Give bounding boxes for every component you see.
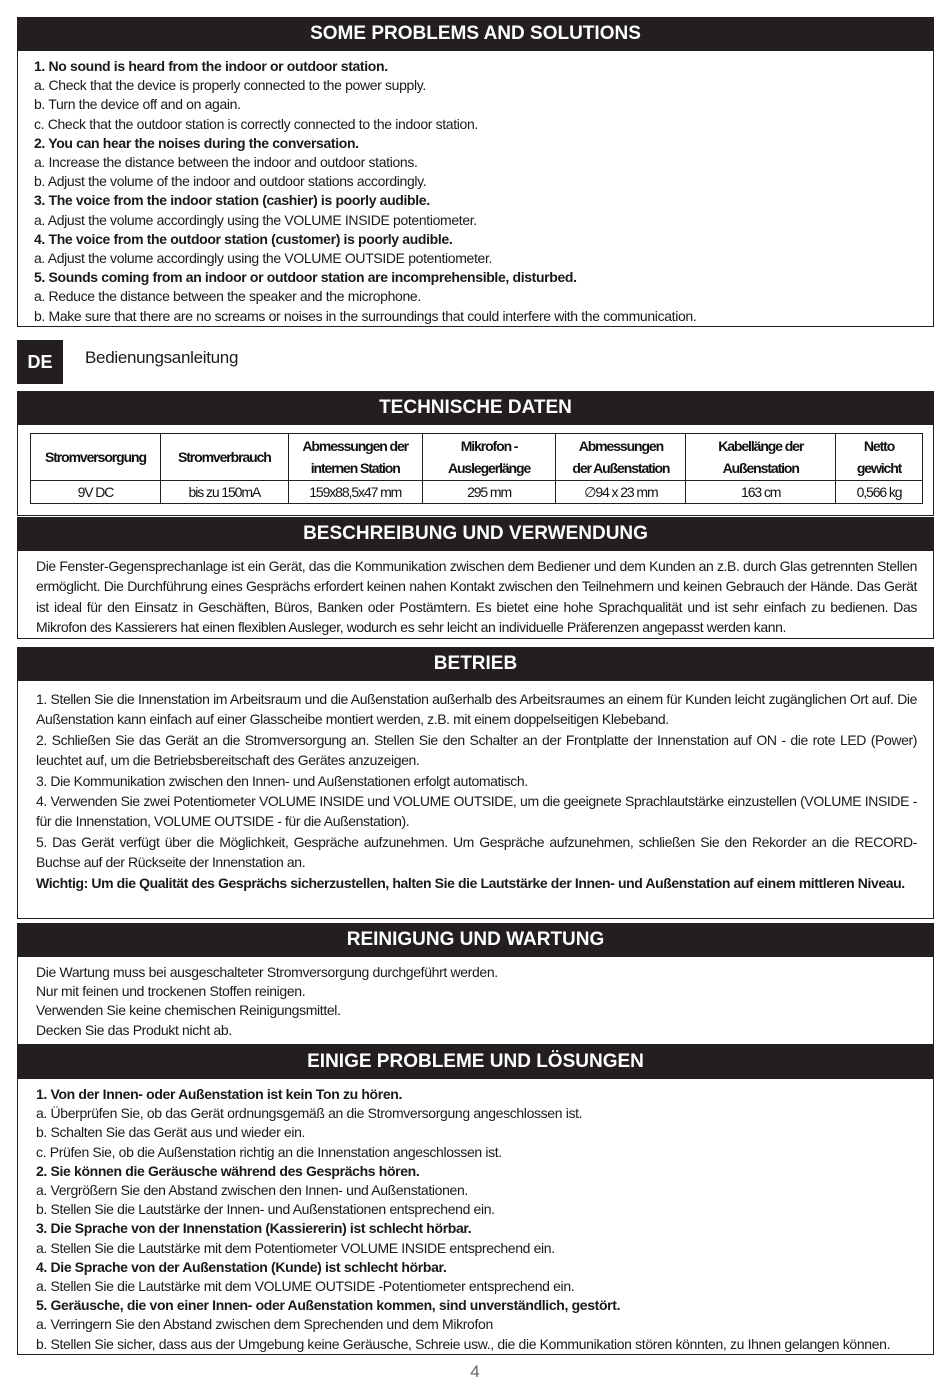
list-item: a. Überprüfen Sie, ob das Gerät ordnungsgemäß an die Stromversorgung angeschlossen ist. [36,1105,583,1122]
header-line: Stromversorgung [44,449,146,465]
list-item: c. Prüfen Sie, ob die Außenstation richtig an die Innenstation angeschlossen ist. [36,1143,502,1160]
section-header-operation [17,647,934,681]
cleaning-list [36,963,933,1040]
table-header-cell [288,434,422,481]
description-box [17,551,934,639]
header-line: Kabellänge der [718,438,804,454]
header-line: Auslegerlänge [447,460,531,476]
section-header-en-problems [17,17,934,51]
header-line: internen Station [310,460,400,476]
header-line: Mikrofon - [460,438,518,454]
de-problems-box [17,1079,934,1355]
operation-list [36,689,917,893]
list-item: 2. Sie können die Geräusche während des Gesprächs hören. [36,1162,420,1179]
header-line: der Außenstation [572,460,670,476]
section-header-tech [17,391,934,425]
list-item: b. Adjust the volume of the indoor and outdoor stations accordingly. [34,173,427,190]
list-item: a. Verringern Sie den Abstand zwischen dem Sprechenden und dem Mikrofon [36,1316,493,1333]
operation-box [17,681,934,919]
list-item: Decken Sie das Produkt nicht ab. [36,1021,232,1038]
table-header-row [31,434,923,481]
section-title: TECHNISCHE DATEN [379,397,572,418]
manual-title: Bedienungsanleitung [85,348,239,367]
table-header-cell [160,434,288,481]
list-item: a. Check that the device is properly connected to the power supply. [34,77,426,94]
list-item: 3. The voice from the indoor station (cashier) is poorly audible. [34,192,430,209]
list-item: b. Stellen Sie sicher, dass aus der Umgebung keine Geräusche, Schreie usw., die die Kommunikation stören könnten, zu Ihnen gelangen können. [36,1335,891,1352]
section-title: SOME PROBLEMS AND SOLUTIONS [310,23,641,44]
list-item: a. Vergrößern Sie den Abstand zwischen den Innen- und Außenstationen. [36,1182,468,1199]
list-item: a. Adjust the volume accordingly using the VOLUME OUTSIDE potentiometer. [34,250,493,267]
list-item: a. Stellen Sie die Lautstärke mit dem Potentiometer VOLUME INSIDE entsprechend ein. [36,1239,555,1256]
section-header-description [17,517,934,551]
language-badge [17,340,63,384]
section-title: EINIGE PROBLEME UND LÖSUNGEN [307,1051,644,1072]
list-item: Wichtig: Um die Qualität des Gesprächs sicherzustellen, halten Sie die Lautstärke der Innen- und Außenstation auf einem mittleren Niveau. [36,874,905,891]
header-line: Außenstation [722,460,799,476]
list-item: a. Adjust the volume accordingly using the VOLUME INSIDE potentiometer. [34,211,477,228]
list-item: Nur mit feinen und trockenen Stoffen reinigen. [36,983,306,1000]
list-item: 3. Die Sprache von der Innenstation (Kassiererin) ist schlecht hörbar. [36,1220,472,1237]
section-header-de-problems [17,1045,934,1079]
en-problems-box [17,51,934,327]
en-problems-list [34,57,933,326]
table-header-cell [422,434,556,481]
table-cell: 9V DC [31,481,161,504]
list-item: 5. Geräusche, die von einer Innen- oder Außenstation kommen, sind unverständlich, gestört. [36,1297,621,1314]
list-item: 3. Die Kommunikation zwischen den Innen- und Außenstationen erfolgt automatisch. [36,772,528,789]
table-header-cell [836,434,923,481]
list-item: c. Check that the outdoor station is correctly connected to the indoor station. [34,115,478,132]
language-code: DE [27,352,53,372]
table-cell: 159x88,5x47 mm [288,481,422,504]
list-item: 4. Verwenden Sie zwei Potentiometer VOLUME INSIDE und VOLUME OUTSIDE, um die geeignete Sprachlautstärke einzustellen (VOLUME INSIDE - für die Innenstation, VOLUME OUTSIDE - für die Außenstation). [36,793,917,830]
table-cell: ∅94 x 23 mm [556,481,686,504]
list-item: 4. Die Sprache von der Außenstation (Kunde) ist schlecht hörbar. [36,1258,447,1275]
table-header-cell [686,434,836,481]
list-item: b. Make sure that there are no screams or noises in the surroundings that could interfere with the communication. [34,307,697,324]
table-header-cell [556,434,686,481]
list-item: a. Reduce the distance between the speaker and the microphone. [34,288,421,305]
cleaning-box [17,957,934,1045]
list-item: 1. No sound is heard from the indoor or outdoor station. [34,58,388,74]
header-line: gewicht [856,460,902,476]
list-item: a. Stellen Sie die Lautstärke mit dem VOLUME OUTSIDE -Potentiometer entsprechend ein. [36,1278,575,1295]
page-number: 4 [470,1362,480,1381]
header-line: Abmessungen der [302,438,409,454]
list-item: 4. The voice from the outdoor station (customer) is poorly audible. [34,230,453,247]
table-cell: 0,566 kg [836,481,923,504]
description-text: Die Fenster-Gegensprechanlage ist ein Gerät, das die Kommunikation zwischen dem Bediener und dem Kunden an z.B. durch Glas getrennten Stellen ermöglicht. Die Durchführung eines Gesprächs erfordert keinen nahen Kontakt zwischen den Teilnehmern und keinen Gebrauch der Hände. Das Gerät ist ideal für den Einsatz in Geschäften, Büros, Banken oder Postämtern. Es bietet eine hohe Sprachqualität und ist sehr einfach zu bedienen. Das Mikrofon des Kassierers hat einen flexiblen Ausleger, wodurch es sehr leicht an individuelle Präferenzen angepasst werden kann. [36,558,917,636]
list-item: 2. You can hear the noises during the conversation. [34,134,359,151]
list-item: 2. Schließen Sie das Gerät an die Stromversorgung an. Stellen Sie den Schalter an der Frontplatte der Innenstation auf ON - die rote LED (Power) leuchtet auf, um die Betriebsbereitschaft des Gerätes anzuzeigen. [36,731,917,769]
list-item: 5. Sounds coming from an indoor or outdoor station are incomprehensible, disturbed. [34,269,577,286]
table-cell: 295 mm [422,481,556,504]
table-cell: bis zu 150mA [160,481,288,504]
section-title: REINIGUNG UND WARTUNG [346,929,605,950]
section-title: BETRIEB [433,653,518,674]
de-problems-list [36,1085,933,1354]
table-row [31,481,923,504]
header-line: Netto [863,438,895,454]
list-item: 1. Stellen Sie die Innenstation im Arbeitsraum und die Außenstation außerhalb des Arbeitsraumes an einem für Kunden leicht zugänglichen Ort auf. Die Außenstation kann einfach auf einer Glasscheibe montiert werden, z.B. mit einem doppelseitigen Klebeband. [36,691,917,728]
list-item: b. Turn the device off and on again. [34,96,241,113]
list-item: b. Stellen Sie die Lautstärke der Innen- und Außenstationen entsprechend ein. [36,1201,495,1218]
list-item: 1. Von der Innen- oder Außenstation ist kein Ton zu hören. [36,1086,403,1102]
list-item: b. Schalten Sie das Gerät aus und wieder ein. [36,1124,306,1141]
list-item: Die Wartung muss bei ausgeschalteter Stromversorgung durchgeführt werden. [36,964,498,980]
section-title: BESCHREIBUNG UND VERWENDUNG [303,523,648,544]
table-header-cell [31,434,161,481]
section-header-cleaning [17,923,934,957]
header-line: Stromverbrauch [177,449,271,465]
header-line: Abmessungen [578,438,664,454]
tech-spec-table [30,433,923,504]
list-item: 5. Das Gerät verfügt über die Möglichkeit, Gespräche aufzunehmen. Um Gespräche aufzunehmen, schließen Sie den Rekorder an die RECORD-Buchse auf der Rückseite der Innenstation an. [36,833,917,871]
table-cell: 163 cm [686,481,836,504]
list-item: Verwenden Sie keine chemischen Reinigungsmittel. [36,1002,341,1019]
list-item: a. Increase the distance between the indoor and outdoor stations. [34,154,418,171]
